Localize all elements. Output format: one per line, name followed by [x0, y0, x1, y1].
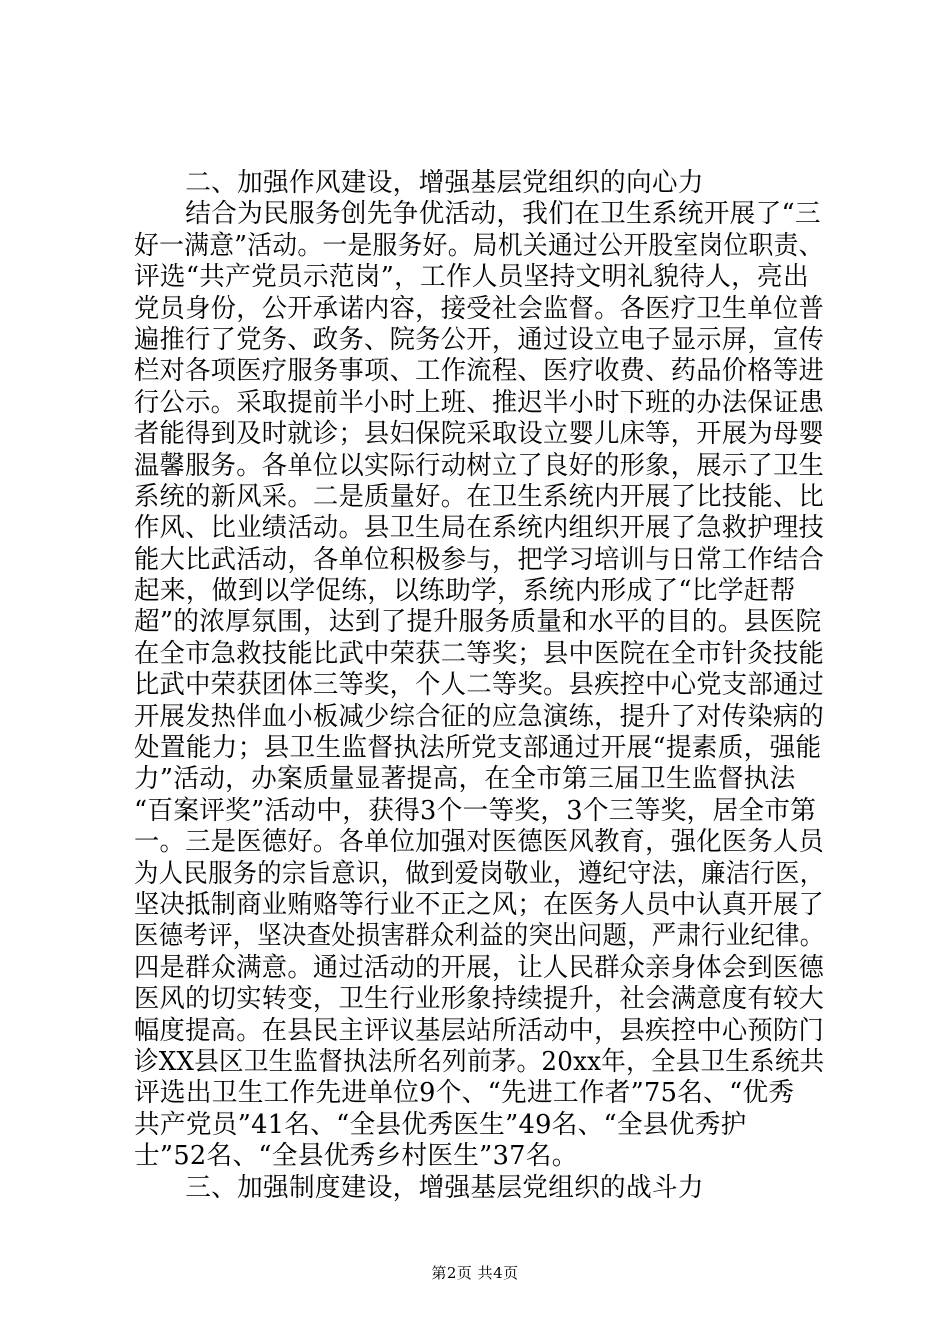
text-line: 力”活动，办案质量显著提高，在全市第三届卫生监督执法 — [134, 764, 796, 795]
text-line: 诊XX县区卫生监督执法所名列前茅。20xx年，全县卫生系统共 — [134, 1046, 825, 1077]
text-line: 系统的新风采。二是质量好。在卫生系统内开展了比技能、比 — [134, 481, 825, 512]
text-line: 士”52名、“全县优秀乡村医生”37名。 — [134, 1141, 578, 1172]
text-line: 处置能力；县卫生监督执法所党支部通过开展“提素质，强能 — [134, 733, 822, 764]
text-line: 评选“共产党员示范岗”，工作人员坚持文明礼貌待人，亮出 — [134, 262, 809, 293]
text-line: 在全市急救技能比武中荣获二等奖；县中医院在全市针灸技能 — [134, 638, 825, 669]
text-line: 比武中荣获团体三等奖，个人二等奖。县疾控中心党支部通过 — [134, 670, 825, 701]
text-line: 坚决抵制商业贿赂等行业不正之风；在医务人员中认真开展了 — [134, 889, 825, 920]
text-line: 二、加强作风建设，增强基层党组织的向心力 — [185, 168, 704, 198]
text-line: 医德考评，坚决查处损害群众利益的突出问题，严肃行业纪律。 — [134, 921, 825, 952]
text-line: 幅度提高。在县民主评议基层站所活动中，县疾控中心预防门 — [134, 1015, 825, 1046]
text-line: 评选出卫生工作先进单位9个、“先进工作者”75名、“优秀 — [134, 1078, 795, 1109]
text-line: 能大比武活动，各单位积极参与，把学习培训与日常工作结合 — [134, 544, 825, 575]
text-line: 温馨服务。各单位以实际行动树立了良好的形象，展示了卫生 — [134, 450, 825, 481]
text-line: “百案评奖”活动中，获得3个一等奖，3个三等奖，居全市第 — [134, 795, 817, 826]
text-line: 者能得到及时就诊；县妇保院采取设立婴儿床等，开展为母婴 — [134, 419, 825, 450]
text-line: 为人民服务的宗旨意识，做到爱岗敬业，遵纪守法，廉洁行医， — [134, 858, 825, 889]
text-line: 超”的浓厚氛围，达到了提升服务质量和水平的目的。县医院 — [134, 607, 822, 638]
text-line: 遍推行了党务、政务、院务公开，通过设立电子显示屏，宣传 — [134, 324, 825, 355]
text-line: 一。三是医德好。各单位加强对医德医风教育，强化医务人员 — [134, 827, 825, 858]
document-body — [134, 168, 834, 1204]
text-line: 开展发热伴血小板减少综合征的应急演练，提升了对传染病的 — [134, 701, 825, 732]
page-footer: 第2页 共4页 — [431, 1264, 519, 1282]
text-line: 好一满意”活动。一是服务好。局机关通过公开股室岗位职责、 — [134, 230, 824, 261]
text-line: 三、加强制度建设，增强基层党组织的战斗力 — [185, 1172, 704, 1203]
text-line: 结合为民服务创先争优活动，我们在卫生系统开展了“三 — [185, 199, 821, 230]
text-line: 作风、比业绩活动。县卫生局在系统内组织开展了急救护理技 — [134, 513, 825, 544]
text-line: 党员身份，公开承诺内容，接受社会监督。各医疗卫生单位普 — [134, 293, 825, 324]
text-line: 共产党员”41名、“全县优秀医生”49名、“全县优秀护 — [134, 1109, 747, 1140]
text-line: 医风的切实转变，卫生行业形象持续提升，社会满意度有较大 — [134, 984, 825, 1015]
text-line: 起来，做到以学促练，以练助学，系统内形成了“比学赶帮 — [134, 576, 796, 607]
text-line: 行公示。采取提前半小时上班、推迟半小时下班的办法保证患 — [134, 387, 825, 418]
text-line: 栏对各项医疗服务事项、工作流程、医疗收费、药品价格等进 — [134, 356, 825, 387]
text-line: 四是群众满意。通过活动的开展，让人民群众亲身体会到医德 — [134, 952, 825, 983]
